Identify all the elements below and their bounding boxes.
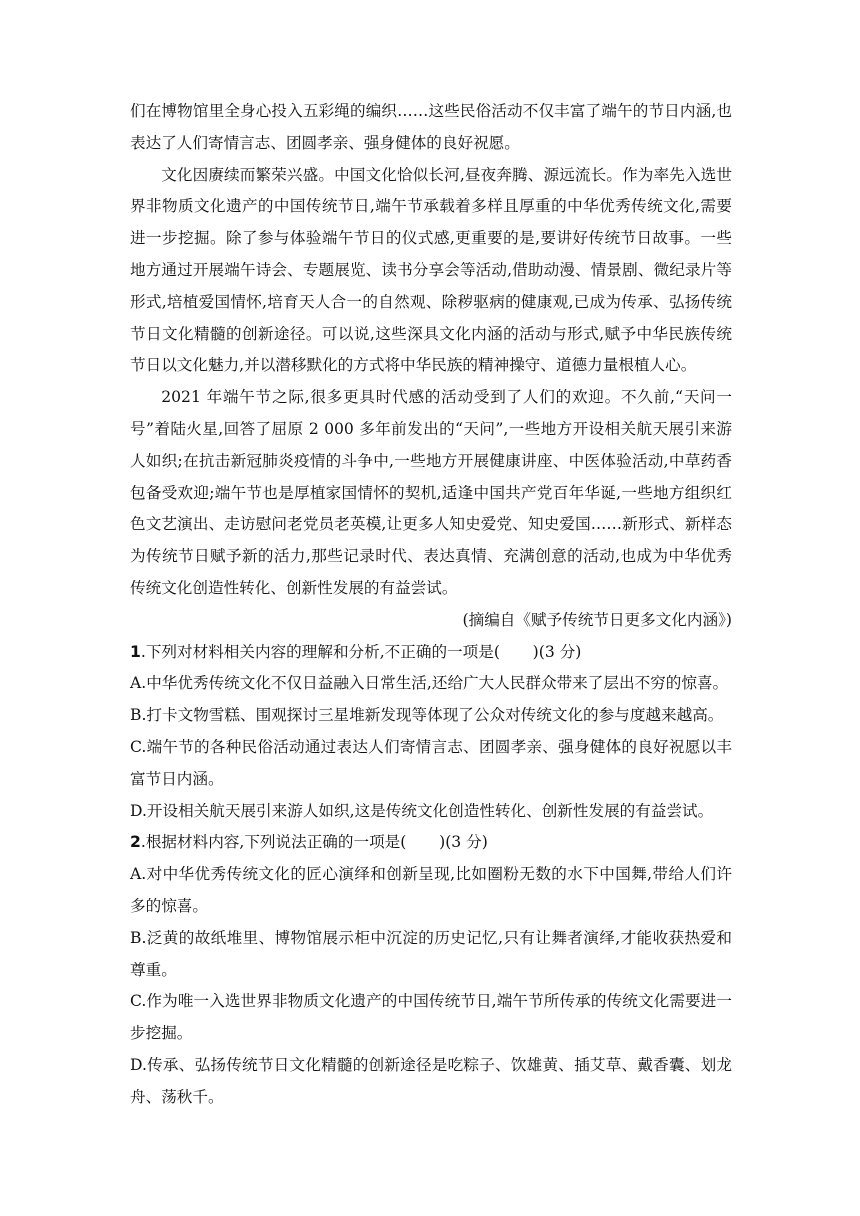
question-1-points: )(3 分) [532, 642, 582, 661]
question-2-option-d: D.传承、弘扬传统节日文化精髓的创新途径是吃粽子、饮雄黄、插艾草、戴香囊、划龙舟、荡秋千。 [130, 1055, 732, 1106]
question-2-option-a: A.对中华优秀传统文化的匠心演绎和创新呈现,比如圈粉无数的水下中国舞,带给人们许多的惊喜。 [130, 865, 732, 915]
passage-paragraph-continued: 们在博物馆里全身心投入五彩绳的编织……这些民俗活动不仅丰富了端午的节日内涵,也表达了人们寄情言志、团圆孝亲、强身健体的良好祝愿。 [130, 102, 732, 152]
passage-paragraph-3: 2021 年端午节之际,很多更具时代感的活动受到了人们的欢迎。不久前,“天问一号”着陆火星,回答了屈原 2 000 多年前发出的“天问”,一些地方开设相关航天展引来游人如织;在抗击新冠肺炎疫情的斗争中,一些地方开展健康讲座、中医体验活动,中草药香包备受欢迎;端午节也是厚植家国情怀的契机,适逢中国共产党百年华诞,一些地方组织红色文艺演出、走访慰问老党员老英模,让更多人知史爱党、知史爱国……新形式、新样态为传统节日赋予新的活力,那些记录时代、表达真情、充满创意的活动,也成为中华优秀传统文化创造性转化、创新性发展的有益尝试。 [130, 388, 732, 597]
question-2-number: 2 [130, 833, 141, 852]
passage-paragraph-2: 文化因赓续而繁荣兴盛。中国文化恰似长河,昼夜奔腾、源远流长。作为率先入选世界非物质文化遗产的中国传统节日,端午节承载着多样且厚重的中华优秀传统文化,需要进一步挖掘。除了参与体验端午节日的仪式感,更重要的是,要讲好传统节日故事。一些地方通过开展端午诗会、专题展览、读书分享会等活动,借助动漫、情景剧、微纪录片等形式,培植爱国情怀,培育天人合一的自然观、除秽驱病的健康观,已成为传承、弘扬传统节日文化精髓的创新途径。可以说,这些深具文化内涵的活动与形式,赋予中华民族传统节日以文化魅力,并以潜移默化的方式将中华民族的精神操守、道德力量根植人心。 [130, 165, 732, 375]
question-1-option-c: C.端午节的各种民俗活动通过表达人们寄情言志、团圆孝亲、强身健体的良好祝愿以丰富节日内涵。 [130, 737, 732, 788]
question-1-option-a: A.中华优秀传统文化不仅日益融入日常生活,还给广大人民群众带来了层出不穷的惊喜。 [130, 674, 729, 693]
question-1-stem-text: .下列对材料相关内容的理解和分析,不正确的一项是( [140, 642, 500, 661]
question-1-option-d: D.开设相关航天展引来游人如织,这是传统文化创造性转化、创新性发展的有益尝试。 [130, 801, 714, 820]
question-2-stem-text: .根据材料内容,下列说法正确的一项是( [140, 833, 407, 852]
question-2-stem [130, 827, 732, 859]
document-page [130, 96, 732, 1114]
question-2-option-c: C.作为唯一入选世界非物质文化遗产的中国传统节日,端午节所传承的传统文化需要进一步挖掘。 [130, 992, 732, 1043]
question-1-number: 1 [130, 642, 141, 661]
question-2 [130, 827, 732, 1113]
question-1 [130, 637, 732, 828]
question-1-option-b: B.打卡文物雪糕、围观探讨三星堆新发现等体现了公众对传统文化的参与度越来越高。 [130, 706, 724, 725]
question-2-points: )(3 分) [439, 833, 488, 852]
question-2-option-b: B.泛黄的故纸堆里、博物馆展示柜中沉淀的历史记忆,只有让舞者演绎,才能收获热爱和尊重。 [130, 928, 732, 979]
passage-source: (摘编自《赋予传统节日更多文化内涵》) [462, 610, 732, 629]
question-1-stem [130, 637, 732, 669]
